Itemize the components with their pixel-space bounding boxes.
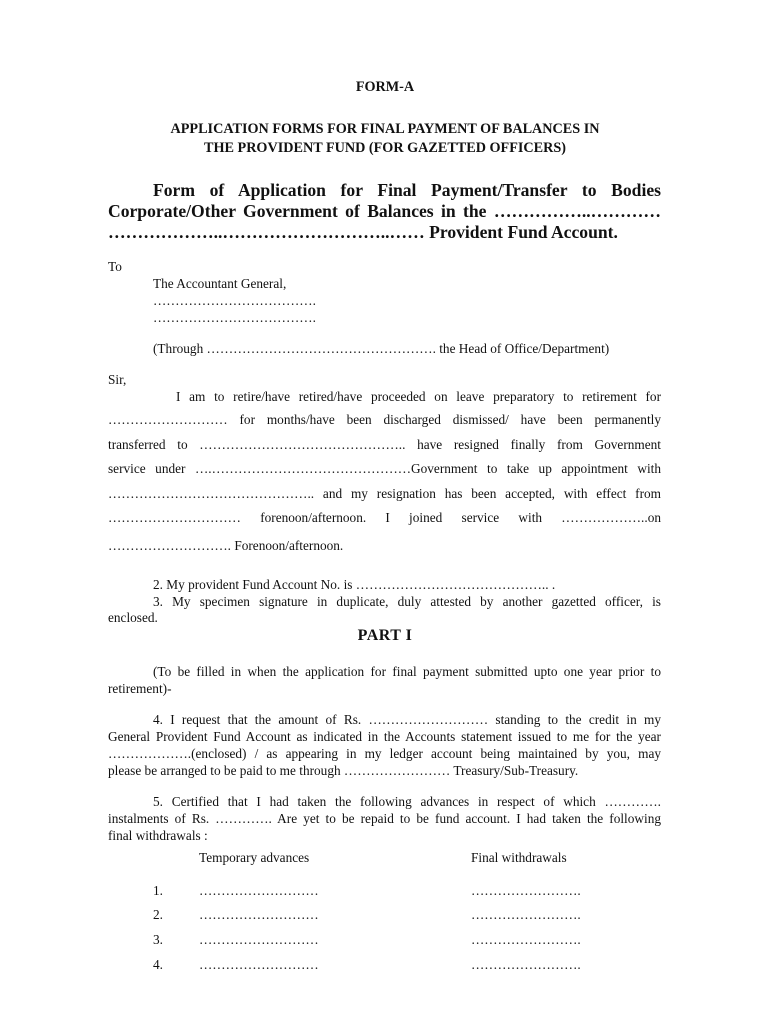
table-row-advance: ……………………… [199, 932, 319, 947]
address-blank-line2: ………………………………. [153, 310, 316, 325]
item-3-line1: 3. My specimen signature in duplicate, duly attested by another gazetted officer, is [153, 594, 661, 609]
item-3-line2: enclosed. [108, 610, 158, 625]
table-row-advance: ……………………… [199, 907, 319, 922]
item-4-line: please be arranged to be paid to me through …………………… Treasury/Sub-Treasury. [108, 763, 579, 778]
address-to: To [108, 259, 122, 274]
table-row-advance: ……………………… [199, 883, 319, 898]
form-subheading-line1: Form of Application for Final Payment/Transfer to Bodies [153, 180, 661, 200]
address-through: (Through ……………………………………………. the Head of Office/Department) [153, 341, 610, 356]
table-row-withdrawal: ……………………. [471, 907, 581, 922]
letter-line: ……………………………………….. and my resignation has been accepted, with effect from [108, 485, 661, 501]
table-row-withdrawal: ……………………. [471, 957, 581, 972]
form-subheading-line3: ………………..………………………..…… Provident Fund Account. [108, 222, 618, 242]
item-5-line: final withdrawals : [108, 828, 208, 843]
address-recipient: The Accountant General, [153, 276, 287, 291]
part-note-line2: retirement)- [108, 681, 172, 696]
form-subheading-line2: Corporate/Other Government of Balances in the ……………..………… [108, 201, 661, 221]
table-row-number: 3. [153, 932, 163, 947]
table-row-number: 4. [153, 957, 163, 972]
address-blank-line1: ………………………………. [153, 293, 316, 308]
item-4-line: ……………….(enclosed) / as appearing in my ledger account being maintained by you, may [108, 746, 661, 761]
letter-line: I am to retire/have retired/have proceeded on leave preparatory to retirement for [176, 389, 661, 404]
form-heading-line2: THE PROVIDENT FUND (FOR GAZETTED OFFICERS) [204, 140, 566, 156]
table-row-advance: ……………………… [199, 957, 319, 972]
table-header-final-withdrawals: Final withdrawals [471, 850, 567, 865]
item-5-line: instalments of Rs. …………. Are yet to be repaid to be fund account. I had taken the following [108, 811, 661, 826]
form-heading-line1: APPLICATION FORMS FOR FINAL PAYMENT OF BALANCES IN [170, 121, 600, 137]
letter-line: ………………………. Forenoon/afternoon. [108, 538, 344, 553]
table-row-number: 1. [153, 883, 163, 898]
letter-line: service under ….………………………………………Government to take up appointment with [108, 461, 661, 477]
part-title: PART I [357, 627, 413, 644]
letter-paragraph [108, 408, 661, 531]
item-5-line: 5. Certified that I had taken the following advances in respect of which …………. [153, 794, 661, 809]
letter-line: ……………………… for months/have been discharged dismissed/ have been permanently [108, 412, 661, 427]
item-4-line: General Provident Fund Account as indicated in the Accounts statement issued to me for the year [108, 729, 661, 744]
item-4-line: 4. I request that the amount of Rs. ……………………… standing to the credit in my [153, 712, 661, 727]
letter-salutation: Sir, [108, 372, 127, 387]
item-2: 2. My provident Fund Account No. is …………………………………….. . [153, 577, 556, 592]
part-note-line1: (To be filled in when the application for final payment submitted upto one year prior to [153, 664, 661, 679]
form-label: FORM-A [355, 79, 415, 95]
table-header-temporary-advances: Temporary advances [199, 850, 310, 865]
table-row-withdrawal: ……………………. [471, 932, 581, 947]
table-row-withdrawal: ……………………. [471, 883, 581, 898]
letter-line: transferred to ……………………………………….. have resigned finally from Government [108, 436, 661, 452]
letter-line: ………………………… forenoon/afternoon. I joined service with ………………..on [108, 510, 661, 526]
table-row-number: 2. [153, 907, 163, 922]
